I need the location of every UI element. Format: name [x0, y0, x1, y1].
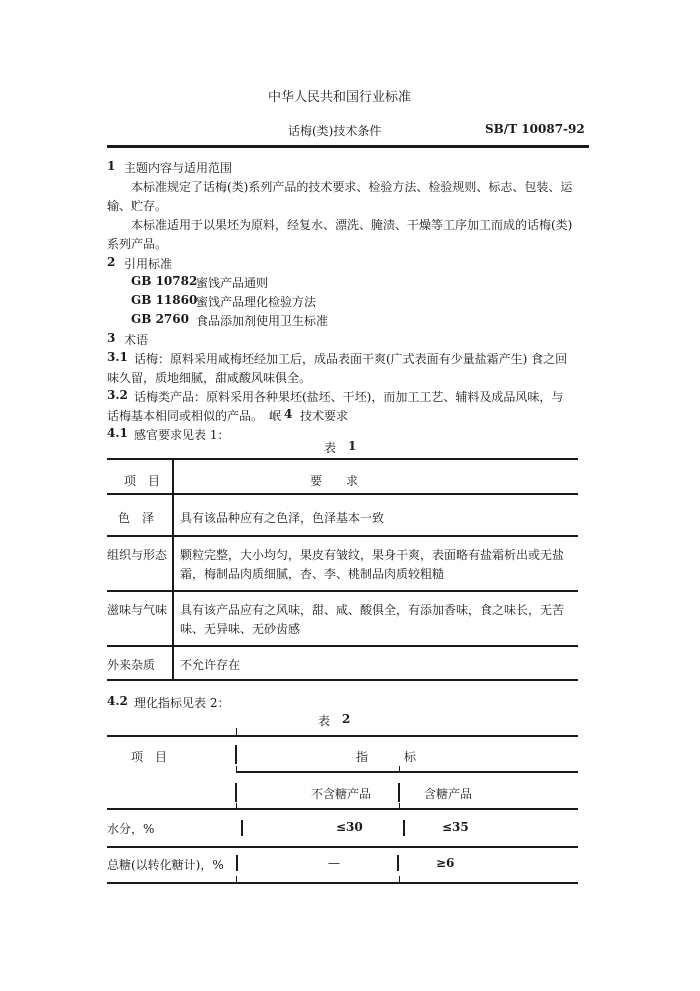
table-1-row-item: 滋味与气味 [107, 603, 168, 617]
table-1-rule [107, 590, 578, 592]
section-3-title: 术语 [124, 333, 149, 347]
table-2-cross-tick [236, 766, 237, 773]
table-2-cross-tick [399, 876, 400, 883]
table-1-rule [107, 458, 578, 460]
section-2-title: 引用标准 [124, 257, 173, 271]
term-3-1-number: 3.1 [107, 350, 128, 364]
table-1-caption-number: 1 [348, 439, 357, 453]
table-2-header-no-sugar: 不含糖产品 [311, 787, 372, 801]
table-2-rule [107, 846, 578, 848]
section-4-number: 4 [284, 407, 293, 421]
org-title: 中华人民共和国行业标准 [268, 90, 412, 105]
table-2-subheader-rule [236, 771, 578, 773]
reference-name: 蜜饯产品通则 [196, 276, 269, 290]
table-2-column-divider [403, 820, 405, 836]
reference-code: GB 10782 [131, 274, 198, 288]
doc-code: SB/T 10087-92 [485, 122, 585, 136]
section-1-number: 1 [107, 159, 116, 173]
table-1-rule [107, 679, 578, 681]
table-1-row-text: 颗粒完整，大小均匀，果皮有皱纹，果身干爽，表面略有盐霜析出或无盐 [180, 548, 565, 562]
term-3-1-line-2: 味久留，质地细腻，甜咸酸风味俱全。 [107, 371, 312, 385]
section-1-title: 主题内容与适用范围 [124, 161, 233, 175]
term-3-2-line-2: 话梅基本相同或相似的产品。 [107, 409, 264, 423]
section-4-2-number: 4.2 [107, 694, 128, 708]
header-rule [107, 145, 589, 148]
paragraph-1-line-1: 本标准规定了话梅(类)系列产品的技术要求、检验方法、检验规则、标志、包装、运 [131, 180, 573, 194]
table-1-row-item: 外来杂质 [107, 658, 156, 672]
table-2-cross-tick [236, 876, 237, 883]
table-2-row-sugar-value: ≤35 [442, 820, 469, 834]
table-2-rule [107, 882, 578, 884]
section-4-title: 技术要求 [300, 409, 349, 423]
reference-name: 食品添加剂使用卫生标准 [196, 314, 329, 328]
table-2-column-divider [236, 855, 238, 871]
section-4-2-title: 理化指标见表 2： [134, 696, 230, 710]
table-1-row-text: 味、无异味、无砂齿感 [180, 622, 301, 636]
table-2-column-divider [241, 820, 243, 836]
stray-character: 岷 [269, 409, 282, 423]
section-3-number: 3 [107, 331, 116, 345]
table-1-header-item: 项 目 [124, 474, 161, 488]
table-2-header-sugar: 含糖产品 [424, 787, 473, 801]
table-2-cross-tick [399, 803, 400, 810]
term-3-2-line-1: 话梅类产品：原料采用各种果坯(盐坯、干坯)，而加工工艺、辅料及成品风味，与 [134, 390, 564, 404]
reference-code: GB 2760 [131, 312, 189, 326]
reference-name: 蜜饯产品理化检验方法 [196, 295, 317, 309]
table-2-row-item: 总糖(以转化糖计)，% [107, 858, 224, 872]
table-2-row-sugar-value: ≥6 [436, 856, 455, 870]
table-2-header-item: 项 目 [131, 750, 168, 764]
term-3-1-line-1: 话梅：原料采用咸梅坯经加工后，成品表面干爽(广式表面有少量盐霜产生) 食之回 [134, 352, 568, 366]
doc-title: 话梅(类)技术条件 [288, 124, 382, 138]
table-2-cross-tick [399, 766, 400, 773]
table-1-row-text: 霜，梅制品肉质细腻，杏、李、桃制品肉质较粗糙 [180, 567, 445, 581]
section-4-1-title: 感官要求见表 1： [134, 428, 230, 442]
table-2-column-divider [397, 855, 399, 871]
table-2-row-no-sugar-value: — [328, 856, 340, 870]
paragraph-2-line-1: 本标准适用于以果坯为原料，经复水、漂洗、腌渍、干燥等工序加工而成的话梅(类) [131, 218, 573, 232]
table-2-column-divider [398, 783, 400, 802]
table-1-column-divider [172, 459, 174, 681]
paragraph-1-line-2: 输、贮存。 [107, 199, 168, 213]
table-1-rule [107, 645, 578, 647]
term-3-2-number: 3.2 [107, 388, 128, 402]
table-1-rule [107, 535, 578, 537]
table-2-column-divider [235, 783, 237, 802]
table-2-row-no-sugar-value: ≤30 [336, 820, 363, 834]
table-2-cross-tick [236, 728, 237, 735]
reference-code: GB 11860 [131, 293, 198, 307]
table-1-row-text: 具有该品种应有之色泽，色泽基本一致 [180, 511, 385, 525]
table-2-caption-number: 2 [342, 712, 351, 726]
table-2-header-index: 指 标 [356, 750, 417, 764]
table-1-rule [107, 493, 578, 495]
table-1-header-requirement: 要 求 [310, 474, 359, 488]
table-1-row-text: 具有该产品应有之风味，甜、咸、酸俱全，有添加香味，食之味长，无苦 [180, 603, 565, 617]
table-2-rule [107, 808, 578, 810]
table-2-cross-tick [236, 803, 237, 810]
section-4-1-number: 4.1 [107, 426, 128, 440]
table-2-caption-word: 表 [318, 714, 331, 728]
table-1-caption-word: 表 [324, 441, 337, 455]
paragraph-2-line-2: 系列产品。 [107, 237, 168, 251]
table-1-row-text: 不允许存在 [180, 658, 241, 672]
table-2-rule [107, 735, 578, 737]
table-1-row-item: 色 泽 [118, 511, 155, 525]
table-2-column-divider [235, 745, 237, 764]
table-1-row-item: 组织与形态 [107, 548, 168, 562]
section-2-number: 2 [107, 255, 116, 269]
table-2-row-item: 水分，% [107, 822, 155, 836]
